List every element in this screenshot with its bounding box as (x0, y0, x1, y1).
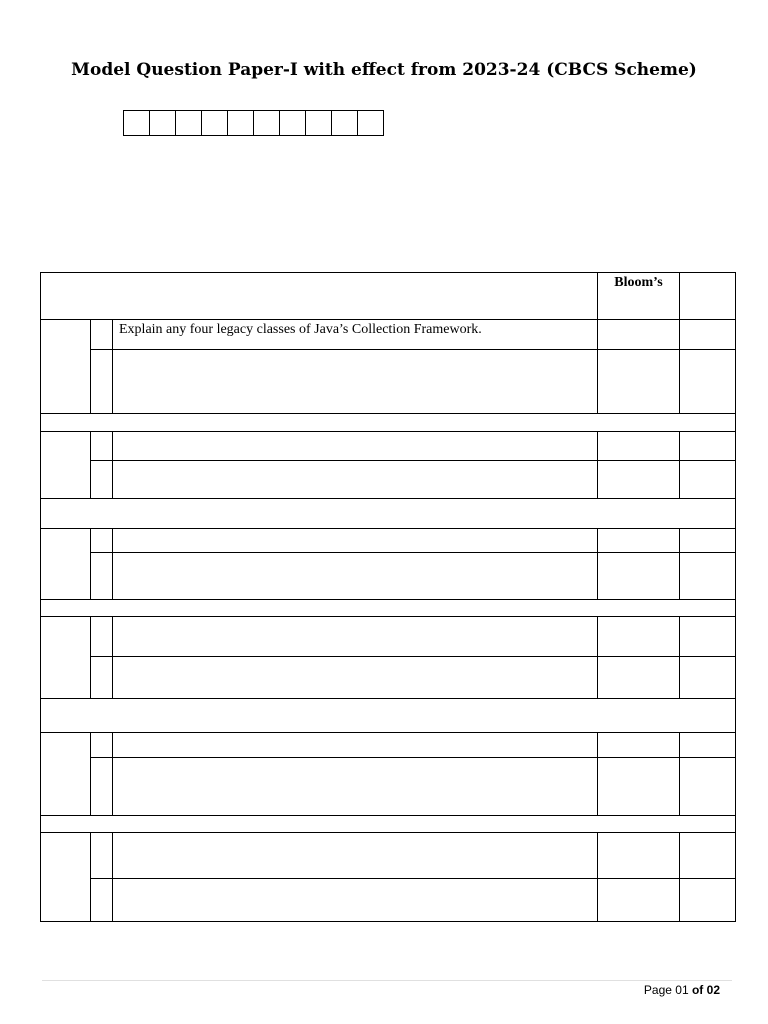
separator-row (41, 699, 736, 733)
table-row (41, 320, 736, 350)
blooms-cell (598, 833, 680, 879)
question-number-cell (41, 529, 91, 600)
blooms-cell (598, 529, 680, 553)
question-text (113, 432, 598, 461)
blooms-cell (598, 657, 680, 699)
question-text (113, 833, 598, 879)
separator-cell (41, 600, 736, 617)
usn-box[interactable] (253, 110, 280, 136)
subquestion-cell (91, 432, 113, 461)
question-number-cell (41, 320, 91, 414)
separator-row (41, 414, 736, 432)
page-footer (644, 983, 720, 997)
subquestion-cell (91, 461, 113, 499)
marks-cell (680, 529, 736, 553)
blooms-cell (598, 350, 680, 414)
blooms-cell (598, 432, 680, 461)
usn-box[interactable] (279, 110, 306, 136)
page-label: Page (643, 983, 676, 997)
marks-cell (680, 461, 736, 499)
table-row (41, 657, 736, 699)
usn-boxes (123, 110, 384, 136)
usn-box[interactable] (201, 110, 228, 136)
question-text (113, 879, 598, 922)
marks-cell (680, 553, 736, 600)
blooms-cell (598, 461, 680, 499)
subquestion-cell (91, 617, 113, 657)
subquestion-cell (91, 733, 113, 758)
subquestion-cell (91, 529, 113, 553)
table-row (41, 432, 736, 461)
separator-row (41, 816, 736, 833)
subquestion-cell (91, 879, 113, 922)
table-row (41, 350, 736, 414)
usn-box[interactable] (175, 110, 202, 136)
header-cell (41, 273, 598, 320)
question-text (113, 657, 598, 699)
table-header-row (41, 273, 736, 320)
question-number-cell (41, 617, 91, 699)
marks-cell (680, 350, 736, 414)
separator-row (41, 499, 736, 529)
question-number-cell (41, 833, 91, 922)
table-row (41, 833, 736, 879)
page-total: 02 (706, 983, 720, 997)
marks-cell (680, 657, 736, 699)
marks-cell (680, 733, 736, 758)
usn-box[interactable] (331, 110, 358, 136)
usn-box[interactable] (123, 110, 150, 136)
subquestion-cell (91, 553, 113, 600)
table-row (41, 461, 736, 499)
marks-cell (680, 758, 736, 816)
question-text (113, 461, 598, 499)
separator-row (41, 600, 736, 617)
table-row (41, 733, 736, 758)
blooms-cell (598, 758, 680, 816)
table-row (41, 879, 736, 922)
question-text (113, 733, 598, 758)
blooms-cell (598, 617, 680, 657)
page-number: 01 (675, 983, 689, 997)
marks-cell (680, 432, 736, 461)
header-cell (680, 273, 736, 320)
marks-cell (680, 617, 736, 657)
subquestion-cell (91, 833, 113, 879)
question-number-cell (41, 432, 91, 499)
blooms-cell (598, 320, 680, 350)
usn-box[interactable] (305, 110, 332, 136)
usn-box[interactable] (149, 110, 176, 136)
blooms-cell (598, 553, 680, 600)
question-text (113, 617, 598, 657)
question-text (113, 758, 598, 816)
table-row (41, 529, 736, 553)
footer-divider (42, 980, 732, 981)
separator-cell (41, 816, 736, 833)
usn-box[interactable] (357, 110, 384, 136)
question-text (113, 529, 598, 553)
question-table (40, 272, 736, 922)
table-row (41, 758, 736, 816)
subquestion-cell (91, 758, 113, 816)
marks-cell (680, 833, 736, 879)
question-text (113, 553, 598, 600)
subquestion-cell (91, 350, 113, 414)
blooms-cell (598, 879, 680, 922)
question-number-cell (41, 733, 91, 816)
question-text (113, 350, 598, 414)
blooms-cell (598, 733, 680, 758)
subquestion-cell (91, 657, 113, 699)
separator-cell (41, 499, 736, 529)
page-title: Model Question Paper-I with effect from 2023-24 (CBCS Scheme) (71, 60, 697, 80)
question-text: Explain any four legacy classes of Java’s Collection Framework. (113, 320, 598, 350)
of-label: of (688, 983, 707, 997)
table-row (41, 553, 736, 600)
marks-cell (680, 879, 736, 922)
usn-box[interactable] (227, 110, 254, 136)
separator-cell (41, 699, 736, 733)
marks-cell (680, 320, 736, 350)
subquestion-cell (91, 320, 113, 350)
blooms-header: Bloom’s (598, 273, 680, 320)
separator-cell (41, 414, 736, 432)
table-row (41, 617, 736, 657)
